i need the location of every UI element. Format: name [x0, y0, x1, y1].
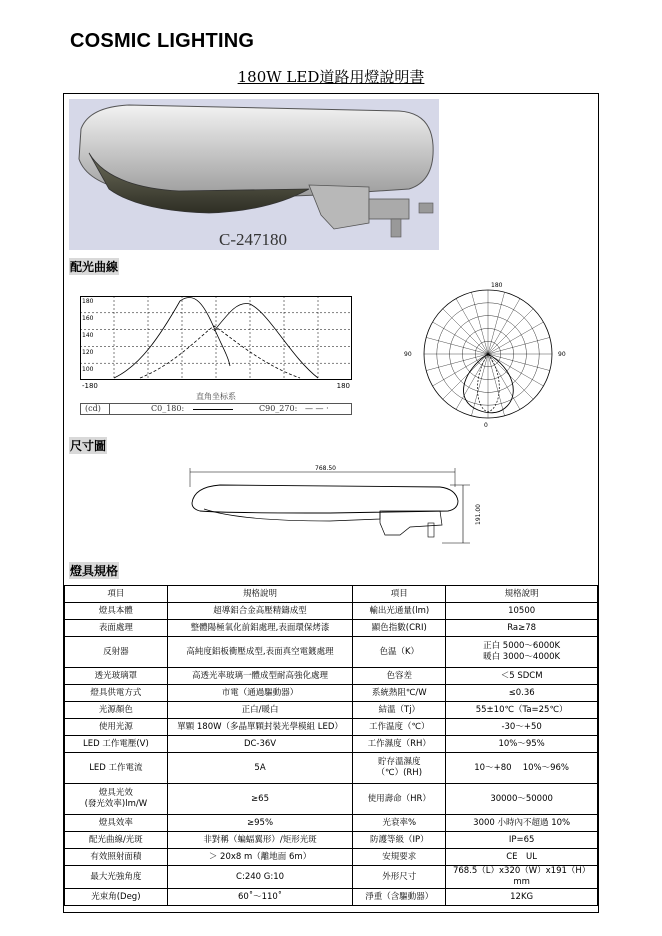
x-axis-label: 直角坐标系 — [196, 392, 236, 401]
y-tick-label: 160 — [82, 315, 94, 322]
document-title-text: 180W LED道路用燈說明書 — [237, 68, 425, 86]
polar-spoke — [488, 292, 505, 354]
spec-name: LED 工作電壓(V) — [65, 736, 168, 753]
header-item: 項目 — [65, 586, 168, 603]
table-row — [65, 889, 598, 906]
chart-grid — [80, 296, 352, 380]
legend-c0-swatch — [193, 409, 233, 410]
spec-name: 燈具效率 — [65, 815, 168, 832]
polar-label-top: 180 — [491, 282, 503, 289]
legend-c90-swatch: — — · — [305, 404, 329, 413]
spec-value: 768.5（L）x320（W）x191（H）mm — [446, 866, 598, 889]
series-c0-line-right — [214, 303, 318, 378]
spec-value: ＞ 20x8 m（離地面 6m） — [167, 849, 353, 866]
polar-spoke — [471, 292, 488, 354]
polar-spoke — [433, 354, 488, 386]
spec-value: 10%～95% — [446, 736, 598, 753]
spec-name: 有效照射面積 — [65, 849, 168, 866]
spec-name: 燈具供電方式 — [65, 685, 168, 702]
table-row — [65, 603, 598, 620]
spec-name-line: 貯存溫濕度 — [378, 757, 421, 767]
brand-name: COSMIC LIGHTING — [70, 30, 255, 52]
spec-value: 30000～50000 — [446, 784, 598, 815]
dimension-drawing-svg — [180, 465, 490, 550]
section-specs: 燈具規格 — [70, 564, 119, 578]
spec-value — [446, 637, 598, 668]
spec-name: 結溫（Tj） — [353, 702, 446, 719]
y-tick-label: 100 — [82, 366, 94, 373]
table-row — [65, 784, 598, 815]
table-row — [65, 849, 598, 866]
spec-value: 10500 — [446, 603, 598, 620]
series-c0-line — [114, 297, 230, 378]
spec-name — [65, 784, 168, 815]
spec-name: 表面處理 — [65, 620, 168, 637]
table-row — [65, 620, 598, 637]
spec-name: 光束角(Deg) — [65, 889, 168, 906]
spec-name: 工作温度（℃） — [353, 719, 446, 736]
spec-name: 光源顏色 — [65, 702, 168, 719]
spec-table — [64, 585, 598, 906]
spec-name — [353, 753, 446, 784]
polar-spoke — [488, 354, 533, 399]
x-tick-left: -180 — [82, 382, 98, 390]
spec-value: IP=65 — [446, 832, 598, 849]
polar-c90-curve — [477, 354, 499, 412]
table-row — [65, 637, 598, 668]
spec-value: DC-36V — [167, 736, 353, 753]
spec-value: 3000 小時內不超過 10% — [446, 815, 598, 832]
spec-name: 外形尺寸 — [353, 866, 446, 889]
spec-value: 高透光率玻璃一體成型耐高強化處理 — [167, 668, 353, 685]
spec-name: LED 工作電流 — [65, 753, 168, 784]
x-tick-right: 180 — [336, 382, 350, 390]
dimension-drawing — [180, 465, 490, 550]
polar-spoke — [488, 322, 543, 354]
polar-spoke — [443, 309, 488, 354]
polar-spoke — [488, 299, 520, 354]
mount-clamp — [428, 523, 434, 537]
spec-value: ≥65 — [167, 784, 353, 815]
spec-value: 非對稱（蝙蝠翼形）/矩形光斑 — [167, 832, 353, 849]
spec-value: 5A — [167, 753, 353, 784]
product-model-label: C-247180 — [219, 230, 287, 249]
series-c90-line — [140, 326, 300, 378]
spec-value: CE UL — [446, 849, 598, 866]
document-title — [0, 66, 662, 87]
polar-label-left: 90 — [404, 351, 412, 358]
spec-value: 55±10℃（Ta=25℃） — [446, 702, 598, 719]
polar-spoke — [488, 354, 505, 416]
polar-spoke — [488, 354, 550, 371]
header-spec: 規格說明 — [167, 586, 353, 603]
spec-name: 反射器 — [65, 637, 168, 668]
table-row — [65, 719, 598, 736]
spec-name: 工作濕度（RH） — [353, 736, 446, 753]
spec-name: 系統熱阻℃/W — [353, 685, 446, 702]
spec-name: 燈具本體 — [65, 603, 168, 620]
spec-value: 市電（通過驅動器） — [167, 685, 353, 702]
spec-name: 最大光強角度 — [65, 866, 168, 889]
table-row — [65, 685, 598, 702]
spec-value: 10～+80 10%～96% — [446, 753, 598, 784]
product-photo — [69, 99, 439, 250]
spec-name: 使用光源 — [65, 719, 168, 736]
section-dimensions: 尺寸圖 — [70, 439, 107, 453]
spec-value: 整體陽極氧化前鋁處理,表面環保烤漆 — [167, 620, 353, 637]
spec-value: 12KG — [446, 889, 598, 906]
height-value: 191.00 — [475, 504, 482, 525]
polar-label-right: 90 — [558, 351, 566, 358]
spec-name: 配光曲線/光斑 — [65, 832, 168, 849]
legend-unit: (cd) — [85, 404, 101, 413]
spec-value: ＜5 SDCM — [446, 668, 598, 685]
table-row — [65, 753, 598, 784]
spec-value: ≤0.36 — [446, 685, 598, 702]
table-row — [65, 668, 598, 685]
polar-spoke — [426, 337, 488, 354]
polar-spoke — [488, 309, 533, 354]
spec-value: 單顆 180W（多晶單顆封裝光學模組 LED） — [167, 719, 353, 736]
polar-spoke — [456, 299, 488, 354]
table-row — [65, 736, 598, 753]
polar-label-bottom: 0 — [484, 422, 488, 428]
length-value: 768.50 — [315, 465, 336, 472]
spec-table-header — [65, 586, 598, 603]
spec-name: 防護等級（IP） — [353, 832, 446, 849]
y-tick-label: 140 — [82, 332, 94, 339]
spec-value: -30～+50 — [446, 719, 598, 736]
spec-value: 超導鋁合金高壓精鑄成型 — [167, 603, 353, 620]
spec-name: 光衰率% — [353, 815, 446, 832]
section-light-curve: 配光曲線 — [70, 260, 119, 274]
polar-spoke — [426, 354, 488, 371]
spec-value: C:240 G:10 — [167, 866, 353, 889]
legend-c90-label: C90_270: — [259, 404, 298, 413]
spec-name-line: （℃）(RH) — [376, 768, 423, 778]
polar-spoke — [471, 354, 488, 416]
spec-name: 顯色指數(CRI) — [353, 620, 446, 637]
spec-name-line: (發光效率)lm/W — [84, 799, 148, 809]
y-tick-label: 120 — [82, 349, 94, 356]
spec-value: 60˚～110˚ — [167, 889, 353, 906]
header-spec: 規格說明 — [446, 586, 598, 603]
lens-outline — [204, 509, 380, 521]
polar-spoke — [433, 322, 488, 354]
spec-name: 透光玻璃罩 — [65, 668, 168, 685]
spec-name: 使用壽命（HR） — [353, 784, 446, 815]
spec-name: 安規要求 — [353, 849, 446, 866]
spec-value: 高純度鋁板衝壓成型,表面真空電鍍處理 — [167, 637, 353, 668]
spec-name: 輸出光通量(lm) — [353, 603, 446, 620]
spec-value-line: 正白 5000～6000K — [483, 641, 561, 651]
spec-value-line: 暖白 3000～4000K — [483, 652, 561, 662]
y-tick-label: 180 — [82, 298, 94, 305]
table-row — [65, 815, 598, 832]
spec-name: 色温（K） — [353, 637, 446, 668]
street-light-illustration — [69, 99, 439, 250]
polar-spoke — [456, 354, 488, 409]
polar-chart-svg — [403, 280, 573, 428]
spec-name: 色容差 — [353, 668, 446, 685]
chart-legend — [80, 403, 352, 415]
table-row — [65, 832, 598, 849]
header-item: 項目 — [353, 586, 446, 603]
polar-chart — [403, 280, 573, 428]
polar-spoke — [488, 337, 550, 354]
polar-spoke — [488, 354, 520, 409]
cartesian-chart-svg — [80, 296, 352, 380]
light-curve-chart — [80, 296, 352, 380]
table-row — [65, 702, 598, 719]
table-row — [65, 866, 598, 889]
spec-value: ≥95% — [167, 815, 353, 832]
legend-divider — [109, 403, 110, 414]
legend-c0-label: C0_180: — [151, 404, 185, 413]
spec-name-line: 燈具光效 — [98, 788, 133, 798]
spec-value: Ra≥78 — [446, 620, 598, 637]
polar-spoke — [443, 354, 488, 399]
housing-outline — [192, 485, 458, 513]
spec-value: 正白/暖白 — [167, 702, 353, 719]
spec-name: 淨重（含驅動器） — [353, 889, 446, 906]
